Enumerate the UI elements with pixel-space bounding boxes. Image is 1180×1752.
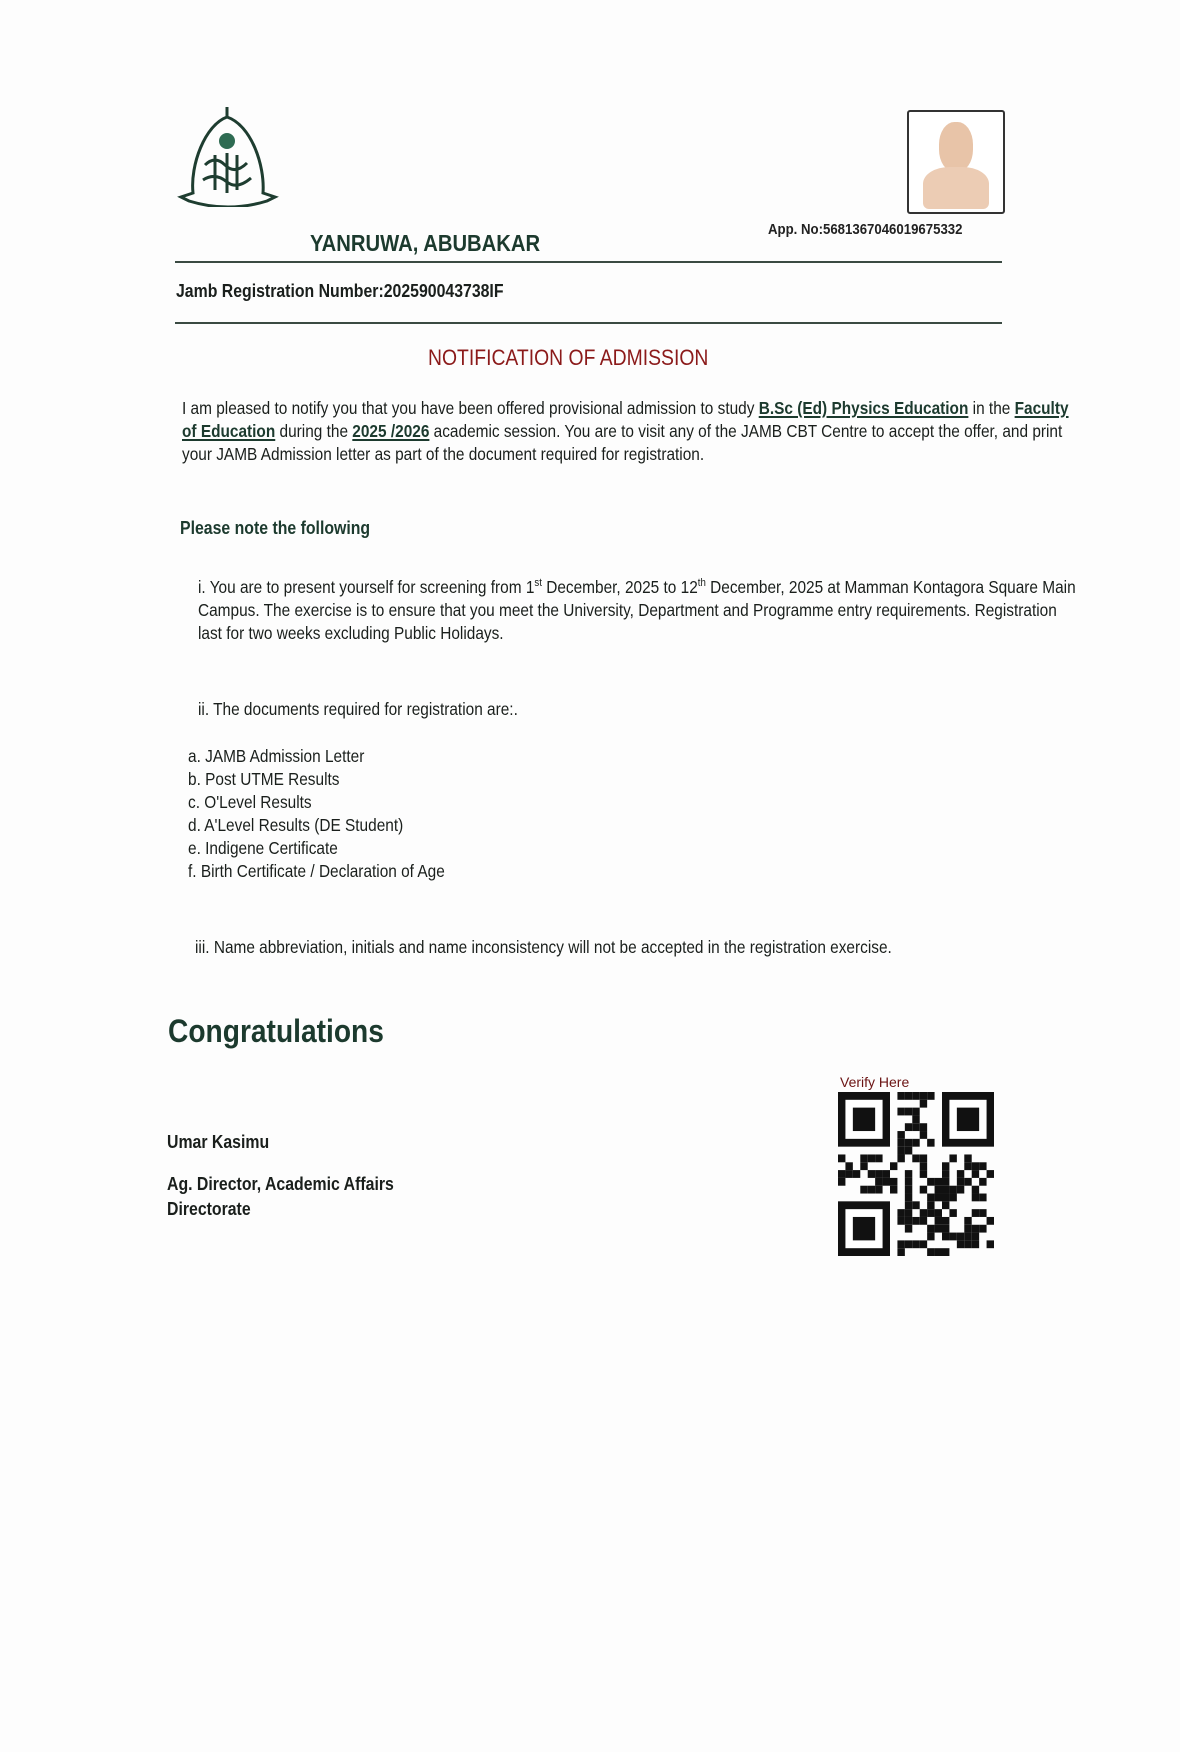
application-number	[768, 221, 962, 238]
superscript: th	[697, 577, 706, 589]
list-item: a. JAMB Admission Letter	[188, 746, 365, 766]
jamb-reg-value: 202590043738IF	[383, 281, 504, 301]
superscript: st	[534, 577, 542, 589]
verify-label: Verify Here	[840, 1074, 910, 1090]
list-item: e. Indigene Certificate	[188, 838, 338, 858]
candidate-name: YANRUWA, ABUBAKAR	[310, 230, 541, 256]
programme: B.Sc (Ed) Physics Education	[758, 398, 969, 418]
intro-text: I am pleased to notify you that you have been offered provisional admission to study	[182, 398, 759, 418]
note-i	[198, 572, 1180, 645]
intro-paragraph	[182, 397, 1082, 466]
signatory-title	[167, 1172, 407, 1222]
list-item: f. Birth Certificate / Declaration of Age	[188, 861, 445, 881]
note-ii: ii. The documents required for registration are:.	[198, 699, 518, 719]
document-title: NOTIFICATION OF ADMISSION	[428, 345, 709, 370]
note-text: December, 2025 to 12	[541, 576, 698, 597]
session: 2025 /2026	[352, 421, 430, 441]
note-heading: Please note the following	[180, 518, 371, 538]
list-item: d. A'Level Results (DE Student)	[188, 815, 404, 835]
list-item: c. O'Level Results	[188, 792, 312, 812]
signatory-title-text: Ag. Director, Academic Affairs Directorate	[167, 1174, 394, 1219]
documents-list	[188, 745, 445, 883]
congratulations-heading: Congratulations	[168, 1013, 384, 1049]
note-text: iii. Name abbreviation, initials and name inconsistency will not be accepted in the registration exercise.	[195, 937, 892, 957]
divider	[175, 322, 1002, 324]
jamb-reg-label: Jamb Registration Number:	[176, 281, 384, 301]
signatory-name: Umar Kasimu	[167, 1132, 270, 1152]
jamb-registration-number	[176, 281, 504, 302]
app-no-value: 5681367046019675332	[822, 221, 963, 238]
intro-text: during the	[275, 421, 353, 441]
verification-qr-code[interactable]	[838, 1092, 994, 1256]
intro-text: in the	[968, 398, 1015, 418]
note-text: December, 2025 at Mamman Kontagora Square Main Campus. The exercise is to ensure that you meet the University, Department and Programme entry requirements. Registration last for two weeks excluding Public Holidays.	[198, 576, 1076, 643]
list-item: b. Post UTME Results	[188, 769, 340, 789]
passport-photo	[907, 110, 1005, 214]
app-no-label: App. No:	[768, 221, 823, 238]
divider	[175, 261, 1002, 263]
note-iii	[195, 936, 1045, 959]
intro-text: academic session. You are to visit any of the JAMB CBT Centre to accept the offer, and print your JAMB Admission letter as part of the document required for registration.	[182, 421, 1063, 464]
faculty: Faculty of Education	[182, 398, 1069, 441]
university-crest-logo	[175, 105, 280, 207]
note-text: i. You are to present yourself for screening from 1	[198, 576, 535, 597]
